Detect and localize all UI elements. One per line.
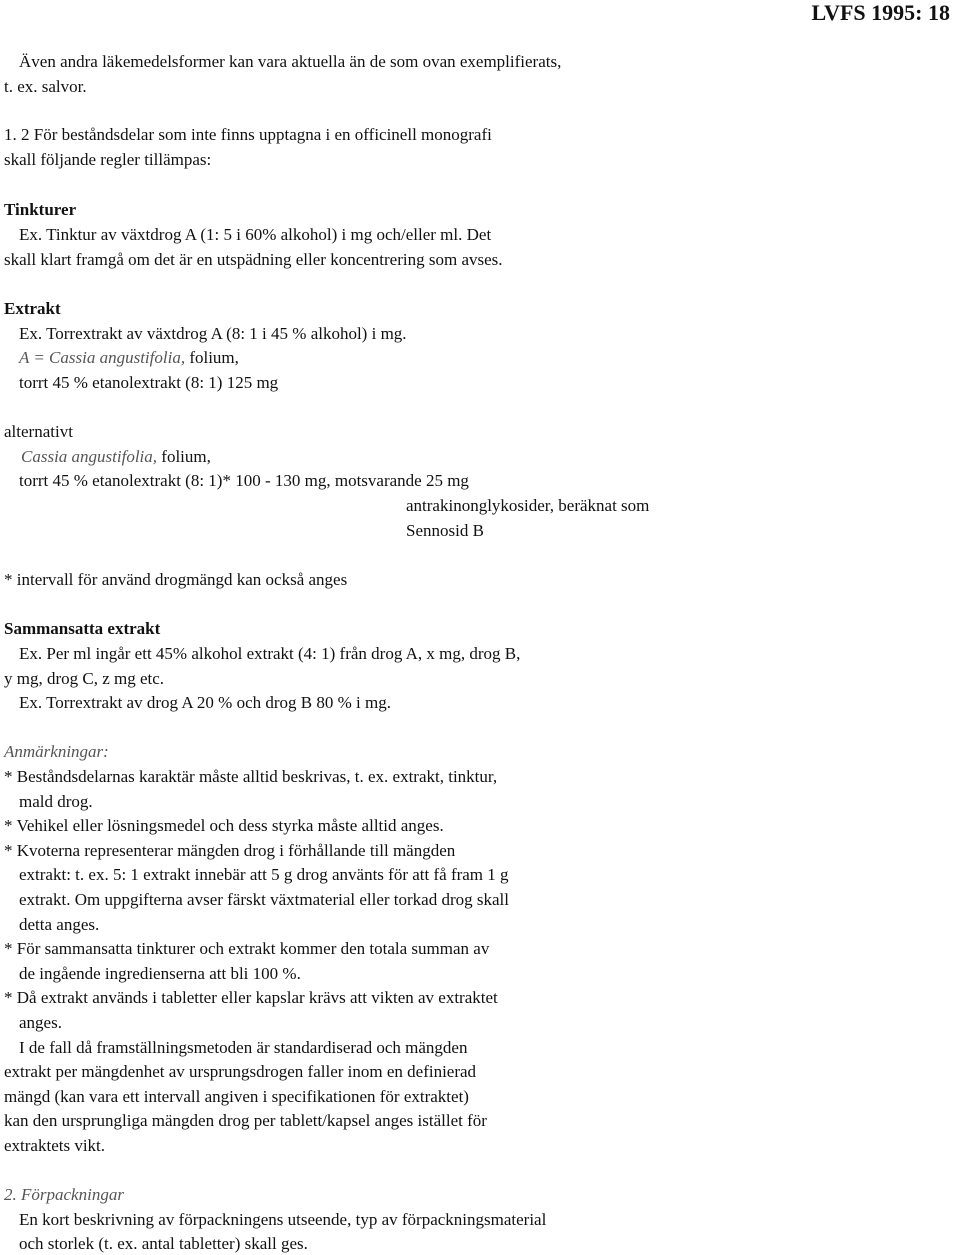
forpackningar-line: och storlek (t. ex. antal tabletter) skall ges. xyxy=(19,1234,308,1253)
drug-name-italic: A = Cassia angustifolia, xyxy=(19,348,186,367)
sammansatta-line: Ex. Torrextrakt av drog A 20 % och drog B 80 % i mg. xyxy=(19,693,391,712)
note-line: mängd (kan vara ett intervall angiven i specifikationen för extraktet) xyxy=(4,1087,469,1106)
note-line: extrakt: t. ex. 5: 1 extrakt innebär att 5 g drog använts för att få fram 1 g xyxy=(19,865,509,884)
note-line: * Beståndsdelarnas karaktär måste alltid beskrivas, t. ex. extrakt, tinktur, xyxy=(4,767,498,786)
intro-line: t. ex. salvor. xyxy=(4,77,87,96)
note-line: de ingående ingredienserna att bli 100 %. xyxy=(19,964,301,983)
note-line: * Kvoterna representerar mängden drog i förhållande till mängden xyxy=(4,841,456,860)
forpackningar-line: En kort beskrivning av förpackningens utseende, typ av förpackningsmaterial xyxy=(19,1210,547,1229)
section-1-2-line: 1. 2 För beståndsdelar som inte finns upptagna i en officinell monografi xyxy=(4,125,492,144)
drug-name-italic: Cassia angustifolia, xyxy=(21,447,158,466)
note-line: anges. xyxy=(19,1013,62,1032)
note-line: I de fall då framställningsmetoden är standardiserad och mängden xyxy=(19,1038,468,1057)
note-line: * Vehikel eller lösningsmedel och dess styrka måste alltid anges. xyxy=(4,816,444,835)
note-line: * För sammansatta tinkturer och extrakt kommer den totala summan av xyxy=(4,939,490,958)
sammansatta-line: Ex. Per ml ingår ett 45% alkohol extrakt (4: 1) från drog A, x mg, drog B, xyxy=(19,644,521,663)
alternativt-footnote: * intervall för använd drogmängd kan också anges xyxy=(4,570,348,589)
note-line: mald drog. xyxy=(19,792,93,811)
tinkturer-line: Ex. Tinktur av växtdrog A (1: 5 i 60% alkohol) i mg och/eller ml. Det xyxy=(19,225,492,244)
tinkturer-line: skall klart framgå om det är en utspädning eller koncentrering som avses. xyxy=(4,250,503,269)
alternativt-line: Sennosid B xyxy=(406,521,484,540)
page-header: LVFS 1995: 18 xyxy=(811,0,950,25)
alternativt-line: torrt 45 % etanolextrakt (8: 1)* 100 - 130 mg, motsvarande 25 mg xyxy=(19,471,469,490)
drug-part: folium, xyxy=(157,447,211,466)
anmarkningar-heading: Anmärkningar: xyxy=(4,742,109,761)
extrakt-heading: Extrakt xyxy=(4,299,61,318)
sammansatta-heading: Sammansatta extrakt xyxy=(4,619,161,638)
section-1-2-line: skall följande regler tillämpas: xyxy=(4,150,212,169)
note-line: extraktets vikt. xyxy=(4,1136,106,1155)
sammansatta-line: y mg, drog C, z mg etc. xyxy=(4,669,165,688)
extrakt-line: Ex. Torrextrakt av växtdrog A (8: 1 i 45 % alkohol) i mg. xyxy=(19,324,407,343)
note-line: * Då extrakt används i tabletter eller kapslar krävs att vikten av extraktet xyxy=(4,988,498,1007)
note-line: extrakt per mängdenhet av ursprungsdrogen faller inom en definierad xyxy=(4,1062,477,1081)
forpackningar-heading: 2. Förpackningar xyxy=(4,1185,124,1204)
note-line: extrakt. Om uppgifterna avser färskt växtmaterial eller torkad drog skall xyxy=(19,890,509,909)
tinkturer-heading: Tinkturer xyxy=(4,200,77,219)
alternativt-line: antrakinonglykosider, beräknat som xyxy=(406,496,650,515)
note-line: detta anges. xyxy=(19,915,100,934)
drug-part: folium, xyxy=(185,348,239,367)
extrakt-line xyxy=(19,347,239,369)
intro-line: Även andra läkemedelsformer kan vara aktuella än de som ovan exemplifierats, xyxy=(19,52,562,71)
alternativt-line xyxy=(21,446,211,468)
note-line: kan den ursprungliga mängden drog per tablett/kapsel anges istället för xyxy=(4,1111,487,1130)
extrakt-line: torrt 45 % etanolextrakt (8: 1) 125 mg xyxy=(19,373,279,392)
alternativt-label: alternativt xyxy=(4,422,73,441)
